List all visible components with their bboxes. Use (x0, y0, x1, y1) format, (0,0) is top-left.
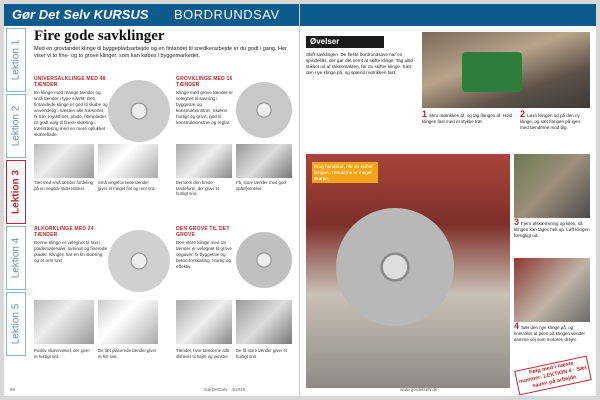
step-2-text: Løsn klingen ud på den ny klinge, og sæt flangen på igen med tænderne mod dig. (520, 113, 581, 130)
blade-3-heading: ALKORKLINGE MED 24 TÆNDER (34, 226, 94, 238)
blade-2-description (176, 76, 236, 126)
tab-lektion-4[interactable]: Lektion 4 (6, 226, 26, 290)
blade-2-closeup-1 (176, 144, 232, 178)
blade-4-closeup-2 (236, 300, 292, 344)
blade-3-caption-1: Positiv skærevinkel, der giver et hurtigt snit. (34, 348, 90, 359)
section-title: BORDRUNDSAV (174, 7, 280, 22)
tab-lektion-3[interactable]: Lektion 3 (6, 160, 26, 224)
tab-lektion-2[interactable]: Lektion 2 (6, 94, 26, 158)
blade-1-image (108, 80, 170, 142)
blade-4-caption-1: Tænder, hvor tænderne står skiftevis til højre og venstre. (176, 348, 230, 359)
blade-2-image (236, 82, 292, 138)
saw-body-shape (462, 52, 522, 92)
saw-blade-shape (336, 208, 454, 326)
blade-3-image (108, 230, 170, 292)
blade-4-description (176, 226, 236, 270)
step-1-number: 1 (422, 109, 428, 119)
blade-1-closeup-1 (34, 144, 94, 178)
article-intro: Med en grovtandet klinge til byggepladsarbejde og en fintandet til snedkerarbejde er du godt i gang. Her viser vi to fine- og to grove klinger, som kan købes i byggemarkedet. (34, 46, 287, 59)
step-3-number: 3 (514, 217, 520, 227)
exercise-main-photo (306, 154, 510, 388)
tab-lektion-5[interactable]: Lektion 5 (6, 292, 26, 356)
blade-1-text: En klinge med mange tænder og små tænder i type A/WM. Den fintandede klinge er god til skabe og anvendelig i næsten alle træsorter, fx træ, krydsfiner, plade, fiberplader. Et godt valg til finere skæring i træ/skæring med en mere oplukket skæreflade. (34, 90, 108, 137)
exercise-step-4 (514, 321, 590, 342)
brand-logo: Gør Det Selv KURSUS (12, 7, 149, 22)
exercise-heading: Øvelser (306, 36, 384, 48)
exercise-step-1 (422, 109, 516, 125)
blade-3-closeup-2 (98, 300, 158, 344)
step-4-number: 4 (514, 321, 520, 331)
exercise-step-3 (514, 217, 590, 238)
blade-2-caption-1: Bemærk den brede tandeform, der giver et hurtigt snit. (176, 180, 220, 196)
blade-1-description (34, 76, 108, 138)
left-page (4, 4, 300, 396)
blade-1-heading: UNIVERSALKLINGE MED 48 TÆNDER (34, 76, 106, 88)
blade-1-caption-2: Små vingeformede tænder giver et meget fint og rent snit. (98, 180, 156, 191)
magazine-spread (4, 4, 596, 396)
step-1-text: Skru møtrikken af, og tag flangen af. Hold klingen fast med et stykke træ. (422, 113, 513, 124)
blade-3-text: Denne klinge er velegnet til snit i pladematerialer, laminat og finerede plader. Klingen har en fin skæring og et rent snit. (34, 240, 108, 263)
lesson-tabs (4, 28, 26, 388)
exercise-step-2 (520, 109, 590, 130)
footer-issue: GørDetSelv · 4/2010 (204, 387, 246, 392)
step-3-text: Fjern afskærmning og kilen, så klingen kan tages helt op. Løft klingen forsigtigt ud. (514, 221, 590, 238)
exercise-photo-3 (514, 154, 590, 218)
blade-4-closeup-1 (176, 300, 232, 344)
exercise-intro: Skift savklingen. De fleste bordrundsave har en spindellås, der gør det nemt at skifte klinge. Tag altid stikket ud af stikkontakten, før du skifter klinge. Sæt den nye klinge på, og spænd møtrikken fast. (306, 52, 413, 75)
step-2-number: 2 (520, 109, 526, 119)
article-title: Fire gode savklinger (34, 28, 165, 44)
blade-4-text: Den store klinge med 16 tænder er velegnet til grove opgaver, fx byggetræ og beton-forskalling. Hurtig og effektiv. (176, 240, 232, 269)
blade-1-caption-1: Tæt med små tænder fordeling på en negativ skærevinkel. (34, 180, 93, 191)
page-number-left: 86 (10, 387, 16, 392)
blade-2-caption-2: Få, store tænder med god spånfjernelse. (236, 180, 286, 191)
next-issue-promo[interactable]: Følg med i næste nummer: LEKTION 4 · Sæt saven på arbejde (514, 356, 592, 396)
blade-4-caption-2: De få store tænder giver et hurtigt snit. (236, 348, 288, 359)
blade-2-heading: GROVKLINGE MED 16 TÆNDER (176, 76, 233, 88)
exercise-photo-4 (514, 258, 590, 322)
page-header-right (300, 4, 596, 26)
safety-callout: Brug handsker, når du skifter klingen. Tænderne er meget skarpe. (312, 162, 378, 183)
page-header (4, 4, 300, 26)
tab-lektion-1[interactable]: Lektion 1 (6, 28, 26, 92)
step-4-text: Sæt den nye klinge på, og kontroller at pilen på klingen vender samme vej som motoren drejer. (514, 325, 586, 342)
footer-url: www.gordetselv.dk (400, 387, 438, 392)
blade-3-caption-2: De tæt placerede tænder giver et fint snit. (98, 348, 157, 359)
exercise-photo-1 (422, 32, 590, 108)
right-page (300, 4, 596, 396)
blade-3-closeup-1 (34, 300, 94, 344)
blade-2-closeup-2 (236, 144, 292, 178)
blade-3-description (34, 226, 108, 264)
blade-1-closeup-2 (98, 144, 158, 178)
blade-4-heading: DEN GROVE TIL DET GROVE (176, 226, 230, 238)
blade-4-image (236, 232, 292, 288)
blade-2-text: Klinge med grove tænder er velegnet til savning i byggetræ og konstruktionstræ. Skærer hurtigt og grovt, god til konstruktionstræ og reglar. (176, 90, 233, 125)
